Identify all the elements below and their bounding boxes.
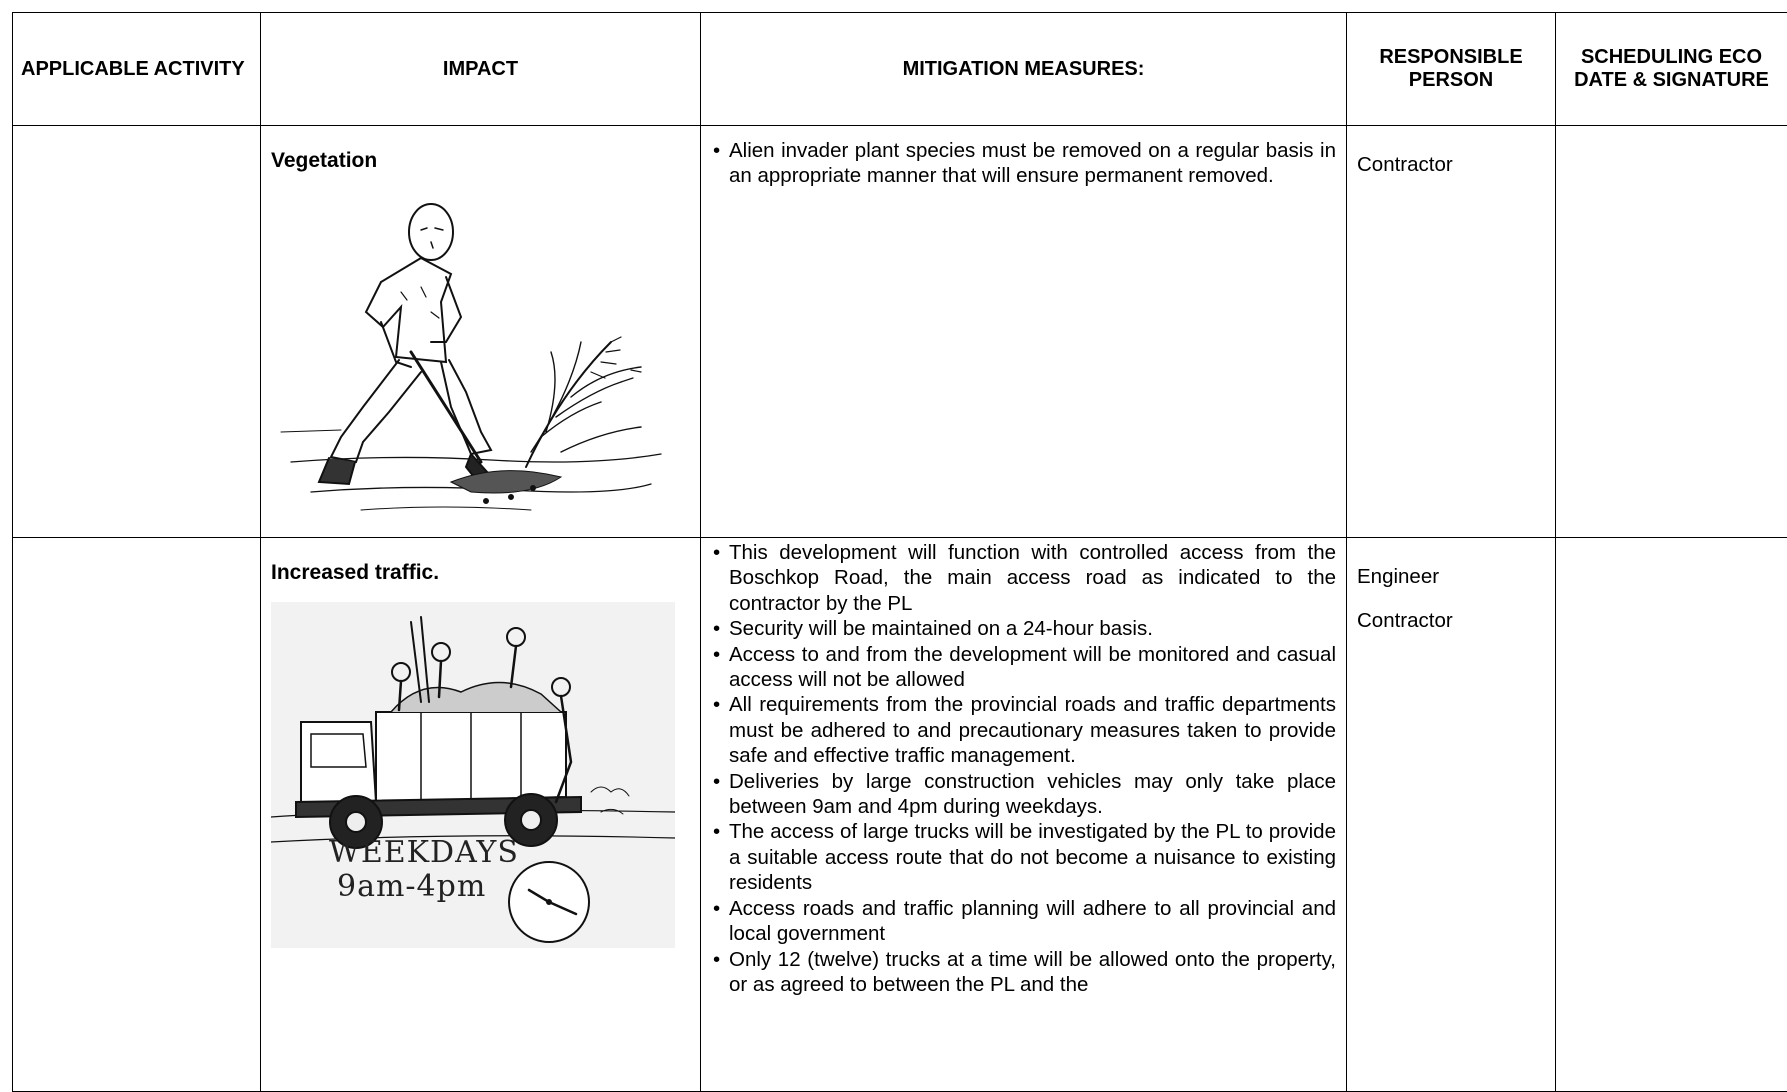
activity-cell xyxy=(13,126,261,538)
activity-cell xyxy=(13,538,261,1092)
responsible-cell xyxy=(1347,538,1556,1092)
mitigation-item: • Security will be maintained on a 24-hour basis. xyxy=(711,616,1336,641)
mitigation-item: • Access to and from the development will be monitored and casual access will not be allowed xyxy=(711,642,1336,693)
responsible-person: Contractor xyxy=(1357,152,1545,177)
mitigation-item: • Deliveries by large construction vehicles may only take place between 9am and 4pm during weekdays. xyxy=(711,769,1336,820)
table-row-vegetation xyxy=(13,126,1787,538)
header-impact: IMPACT xyxy=(261,13,701,126)
mitigation-item: • All requirements from the provincial roads and traffic departments must be adhered to and precautionary measures taken to provide safe and effective traffic management. xyxy=(711,692,1336,768)
impact-cell xyxy=(261,538,701,1092)
header-applicable-activity: APPLICABLE ACTIVITY xyxy=(13,13,261,126)
mitigation-item: • The access of large trucks will be investigated by the PL to provide a suitable access route that do not become a nuisance to existing residents xyxy=(711,819,1336,895)
mitigation-cell xyxy=(701,538,1347,1092)
impact-title: Vegetation xyxy=(271,148,690,174)
mitigation-list xyxy=(711,540,1336,997)
mitigation-cell xyxy=(701,126,1347,538)
responsible-cell xyxy=(1347,126,1556,538)
weekdays-label: WEEKDAYS xyxy=(329,836,519,870)
responsible-person: Engineer xyxy=(1357,564,1545,589)
mitigation-item: • Only 12 (twelve) trucks at a time will be allowed onto the property, or as agreed to between the PL and the xyxy=(711,947,1336,998)
header-mitigation-measures: MITIGATION MEASURES: xyxy=(701,13,1347,126)
header-responsible-person: RESPONSIBLE PERSON xyxy=(1347,13,1556,126)
traffic-illustration xyxy=(271,602,675,948)
mitigation-item: • This development will function with controlled access from the Boschkop Road, the main access road as indicated to the contractor by the PL xyxy=(711,540,1336,616)
table-row-traffic xyxy=(13,538,1787,1092)
header-scheduling: SCHEDULING ECO DATE & SIGNATURE xyxy=(1556,13,1787,126)
mitigation-item: • Access roads and traffic planning will adhere to all provincial and local government xyxy=(711,896,1336,947)
responsible-person: Contractor xyxy=(1357,608,1545,633)
header-row xyxy=(13,13,1787,126)
hours-label: 9am-4pm xyxy=(337,870,519,904)
mitigation-item: • Alien invader plant species must be removed on a regular basis in an appropriate manner that will ensure permanent removed. xyxy=(711,138,1336,189)
impact-cell xyxy=(261,126,701,538)
emp-table xyxy=(12,12,1787,1092)
mitigation-list xyxy=(711,138,1336,189)
impact-title: Increased traffic. xyxy=(271,560,690,586)
scheduling-cell xyxy=(1556,538,1787,1092)
scheduling-cell xyxy=(1556,126,1787,538)
vegetation-illustration xyxy=(271,192,671,522)
weekdays-caption xyxy=(329,836,519,904)
